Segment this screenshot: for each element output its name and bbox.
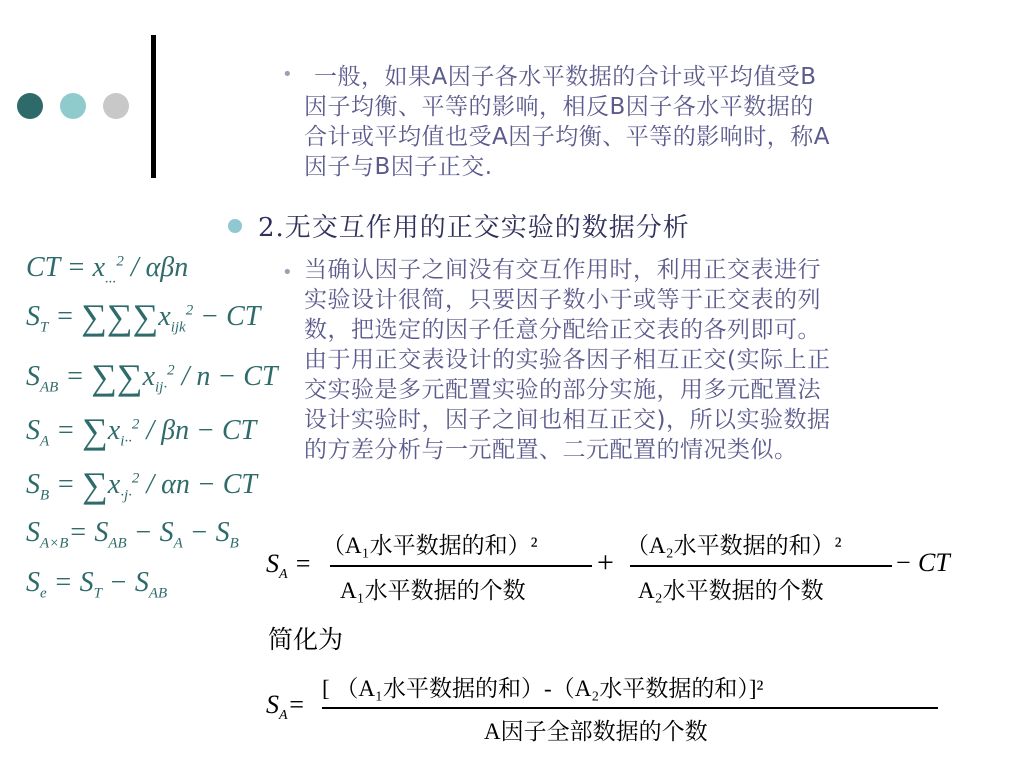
- text-line: 的方差分析与一元配置、二元配置的情况类似。: [304, 437, 798, 463]
- decor-dot-1: [17, 93, 43, 119]
- formula-saxb: $S_{A\times B}= S_{AB} - S_A - S_B$: [26, 517, 239, 552]
- decor-dot-2: [60, 93, 86, 119]
- formula-sab: $S_{AB} = \sum\sum x_{ij\cdot}^2 / n$ − CT: [26, 357, 278, 397]
- heading-bullet-dot: [228, 219, 242, 233]
- text-line: 因子与B因子正交.: [304, 154, 493, 180]
- formula-sa-label: $S_A$ =: [266, 549, 312, 583]
- fraction-line: [630, 565, 892, 567]
- decor-vertical-bar: [151, 35, 156, 178]
- section-heading: 2.无交互作用的正交实验的数据分析: [258, 213, 690, 243]
- formula2-denominator: A因子全部数据的个数: [484, 719, 708, 744]
- fraction-line: [330, 565, 592, 567]
- text-line: 交实验是多元配置实验的部分实施，用多元配置法: [304, 377, 821, 403]
- formula1-denominator-1: A₁水平数据的个数: [340, 578, 526, 603]
- formula1-numerator-2: （A₂水平数据的和）²: [626, 533, 842, 558]
- formula2-sa-label: $S_A=$: [266, 690, 306, 724]
- formula1-denominator-2: A₂水平数据的个数: [638, 578, 824, 603]
- paragraph-orthogonal-definition: [304, 62, 994, 182]
- formula1-ct: CT: [918, 548, 950, 577]
- text-line: 合计或平均值也受A因子均衡、平等的影响时，称A: [304, 124, 830, 150]
- plus-sign: +: [597, 546, 614, 579]
- formula-sa: $S_A = \sum x_{i\cdot\cdot}^2 / \beta n$ − CT: [26, 411, 257, 451]
- formula-se: $S_e = S_T - S_{AB}$: [26, 567, 168, 602]
- formula1-numerator-1: （A₁水平数据的和）²: [322, 533, 538, 558]
- formula-st: $S_T = \sum\sum\sum x_{ijk}^2$ − CT: [26, 297, 261, 337]
- simplify-label: 简化为: [268, 627, 344, 654]
- bullet-marker: •: [282, 64, 293, 85]
- text-line: 由于用正交表设计的实验各因子相互正交(实际上正: [304, 347, 831, 373]
- minus-sign: −: [896, 548, 911, 577]
- text-line: 一般，如果A因子各水平数据的合计或平均值受B: [314, 64, 817, 90]
- text-line: 因子均衡、平等的影响，相反B因子各水平数据的: [304, 94, 814, 120]
- paragraph-analysis-description: [304, 255, 1004, 465]
- formula2-numerator: [ （A₁水平数据的和）-（A₂水平数据的和）]²: [322, 676, 764, 701]
- text-line: 设计实验时，因子之间也相互正交)，所以实验数据: [304, 407, 831, 433]
- text-line: 数，把选定的因子任意分配给正交表的各列即可。: [304, 317, 821, 343]
- fraction-line: [322, 707, 938, 709]
- text-line: 实验设计很简，只要因子数小于或等于正交表的列: [304, 287, 821, 313]
- bullet-marker: •: [282, 262, 293, 283]
- formula-sb: $S_B = \sum x_{\cdot j\cdot}^2 / \alpha n$ − CT: [26, 465, 257, 505]
- text-line: 当确认因子之间没有交互作用时，利用正交表进行: [304, 257, 821, 283]
- formula-ct: CT = $x_{...}^2$ / αβn: [26, 252, 189, 287]
- decor-dot-3: [103, 93, 129, 119]
